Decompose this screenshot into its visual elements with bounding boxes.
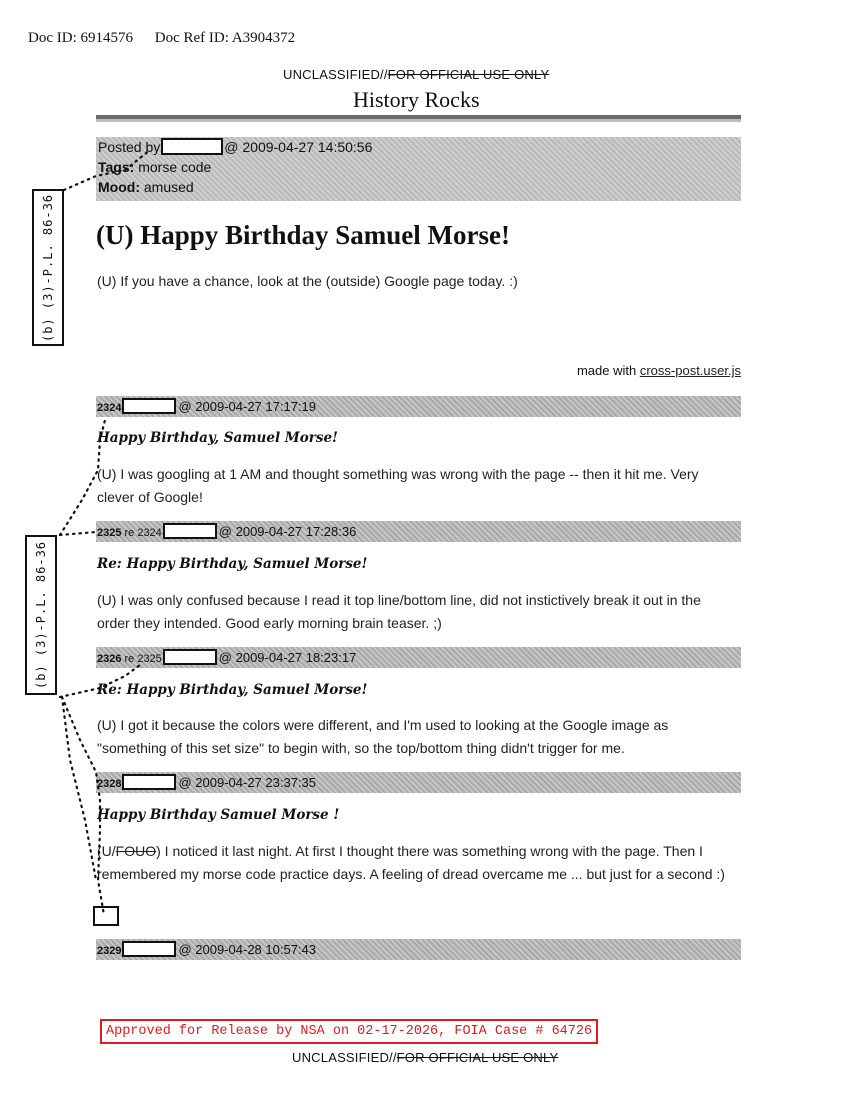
comment-body: (U) I was googling at 1 AM and thought something was wrong with the page -- then it hit me. Very clever of Google!: [97, 466, 699, 505]
release-stamp: Approved for Release by NSA on 02-17-2026, FOIA Case # 64726: [100, 1019, 598, 1044]
classification-top: UNCLASSIFIED//FOR OFFICIAL USE ONLY: [283, 67, 550, 82]
cross-post-link[interactable]: cross-post.user.js: [639, 363, 741, 378]
title-divider: [96, 115, 741, 119]
tags-line: Tags: morse code: [98, 159, 212, 175]
comment-body: (U) I was only confused because I read it top line/bottom line, did not instictively break it out in the order they intended. Good early morning brain teaser. ;): [97, 592, 701, 631]
post-meta-header: [96, 137, 741, 201]
redacted-author: [161, 138, 223, 155]
comment-title: Re: Happy Birthday, Samuel Morse!: [97, 682, 368, 698]
comment-body: (U) I got it because the colors were different, and I'm used to looking at the Google image as "something of this set size" to begin with, so the top/bottom thing didn't trigger for me.: [97, 717, 669, 756]
exemption-stamp: (b) (3)-P.L. 86-36: [32, 189, 64, 346]
mood-line: Mood: amused: [98, 179, 194, 195]
comment-header: 2326 re 2325 @ 2009-04-27 18:23:17: [96, 647, 741, 668]
comment-title: Re: Happy Birthday, Samuel Morse!: [97, 556, 368, 572]
redacted-author: [163, 523, 217, 539]
redacted-author: [122, 941, 176, 957]
comment-header: 2329 @ 2009-04-28 10:57:43: [96, 939, 741, 960]
posted-by-line: Posted by @ 2009-04-27 14:50:56: [98, 139, 373, 155]
comment-body: (U/FOUO) I noticed it last night. At first I thought there was something wrong with the page. Then I remembered my morse code practice days. A feeling of dread overcame me ... but just for a second :): [97, 843, 725, 882]
doc-ref-id: Doc Ref ID: A3904372: [154, 30, 296, 46]
exemption-stamp: (b) (3)-P.L. 86-36: [25, 535, 57, 695]
redacted-author: [163, 649, 217, 665]
comment-header: 2325 re 2324 @ 2009-04-27 17:28:36: [96, 521, 741, 542]
made-with-note: made with cross-post.user.js: [576, 363, 741, 378]
comment-header: 2328 @ 2009-04-27 23:37:35: [96, 772, 741, 793]
comment-title: Happy Birthday, Samuel Morse!: [97, 430, 338, 446]
redacted-author: [122, 774, 176, 790]
classification-bottom: UNCLASSIFIED//FOR OFFICIAL USE ONLY: [292, 1050, 559, 1065]
comment-title: Happy Birthday Samuel Morse !: [97, 807, 340, 823]
site-title: History Rocks: [353, 87, 480, 112]
tag-link[interactable]: morse code: [138, 159, 212, 175]
redaction-box: [93, 906, 119, 926]
doc-id: Doc ID: 6914576: [28, 30, 133, 46]
post-title: (U) Happy Birthday Samuel Morse!: [96, 220, 510, 250]
redacted-author: [122, 398, 176, 414]
comment-header: 2324 @ 2009-04-27 17:17:19: [96, 396, 741, 417]
doc-id-line: [28, 30, 313, 47]
post-body: (U) If you have a chance, look at the (outside) Google page today. :): [97, 273, 518, 289]
